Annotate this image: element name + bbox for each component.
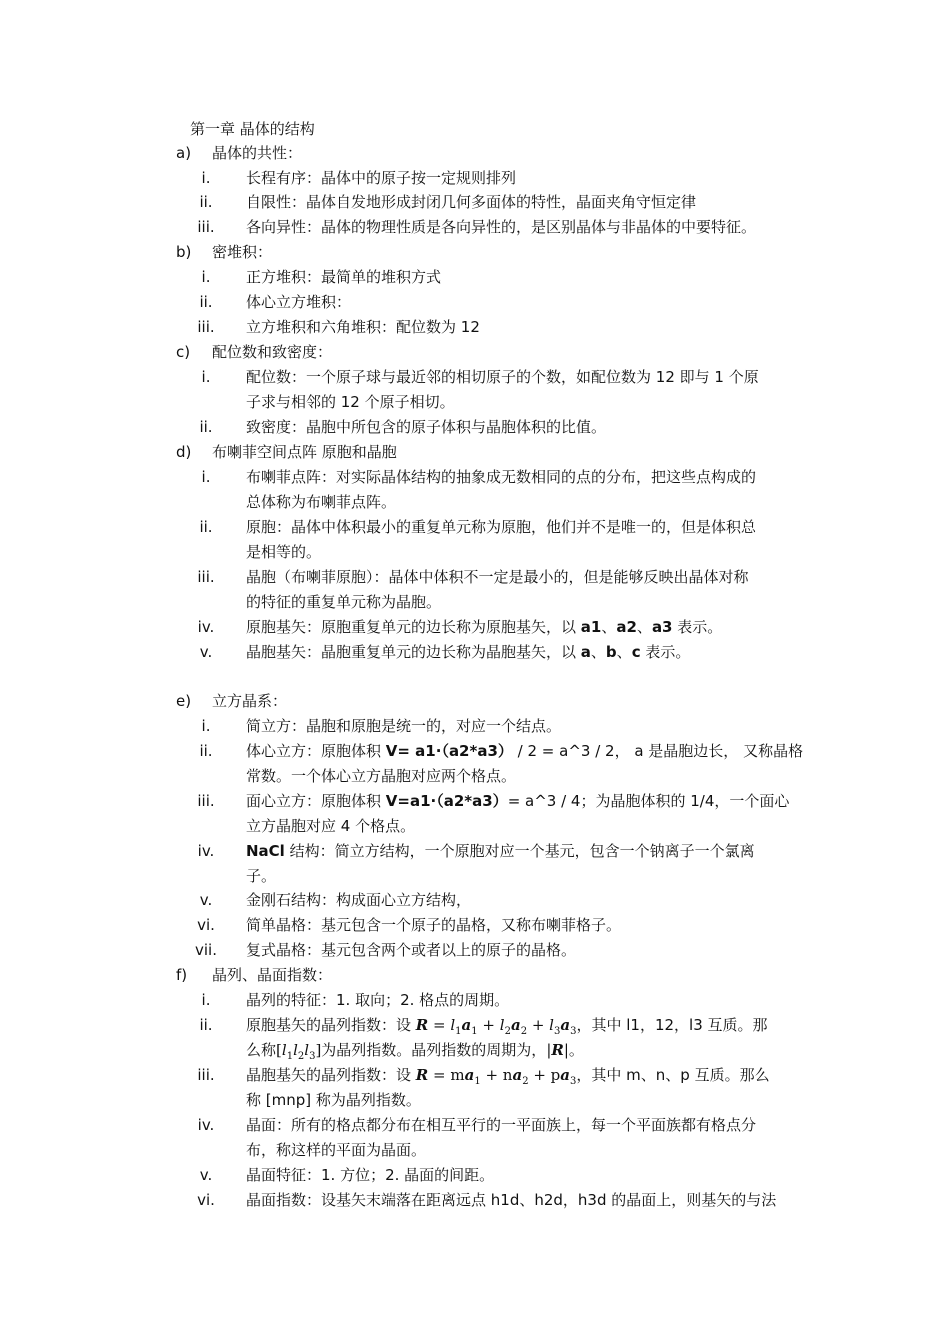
section-heading: 立方晶系： [212, 692, 288, 710]
section-heading: 布喇菲空间点阵 原胞和晶胞 [212, 443, 397, 461]
section-heading: 密堆积： [212, 243, 273, 261]
chapter-title: 第一章 晶体的结构 [190, 120, 315, 138]
section-heading: 晶列、晶面指数： [212, 966, 333, 984]
section-heading: 配位数和致密度： [212, 343, 333, 361]
lattice-vector-formula: $R = l_1a_1 + l_2a_2 + l_3a_3$ [415, 1016, 577, 1037]
section-label: a) [176, 144, 192, 162]
document-page: 第一章 晶体的结构 a) 晶体的共性： i. 长程有序：晶体中的原子按一定规则排列 ii. 自限性：晶体自发地形成封闭几何多面体的特性，晶面夹角守恒定律 iii. 各向异性：晶体的物理性质是各向异性的，是区别晶体与非晶体的中要特征。 b) 密堆积： i. 正方堆积：最简单的堆积方式 ii. 体心立方堆积： iii. 立方堆积和六角堆积：配位数为 12 c) 配位数和致密度： i. 配位数：一个原子球与最近邻的相切原子的个数，如配位数为 12 即与 1 个原 子求与相邻的 12 个原子相切。 ii. 致密度：晶胞中所包含的原子体积与晶胞体积的比值。 d) 布喇菲空间点阵 原胞和晶胞 i. 布喇菲点阵：对实际晶体结构的抽象成无数相同的点的分布，把这些点构成的 总体称为布喇菲点阵。 ii. 原胞：晶体中体积最小的重复单元称为原胞，他们并不是唯一的，但是体积总 是相等的。 iii. 晶胞（布喇菲原胞）：晶体中体积不一定是最小的，但是能够反映出晶体对称 的特征的重复单元称为晶胞。 iv. 原胞基矢：原胞重复单元的边长称为原胞基矢，以 a1、a2、a3 表示。 v. 晶胞基矢：晶胞重复单元的边长称为晶胞基矢，以 a、b、c 表示。 e) 立方晶系： i. 简立方：晶胞和原胞是统一的，对应一个结点。 ii. 体心立方：原胞体积 V= a1·（a2*a3） / 2 = a^3 / 2， a 是晶胞边长， 又称晶格 常数。一个体心立方晶胞对应两个格点。 iii. 面心立方：原胞体积 V=a1·（a2*a3）= a^3 / 4；为晶胞体积的 1/4，一个面心 立方晶胞对应 4 个格点。 iv. NaCl 结构：简立方结构，一个原胞对应一个基元，包含一个钠离子一个氯离 子。 v. 金刚石结构：构成面心立方结构， vi. 简单晶格：基元包含一个原子的晶格，又称布喇菲格子。 vii. 复式晶格：基元包含两个或者以上的原子的晶格。 f) 晶列、晶面指数： i. 晶列的特征：1. 取向；2. 格点的周期。 ii. 原胞基矢的晶列指数：设 $R = l_1a_1 + l_2a_2 + l_3a_3$，其中 l1，12，l3 互质。那 么称$[l_1l_2l_3]$为晶列指数。晶列指数的周期为，|R|。 iii. 晶胞基矢的晶列指数：设 $R = ma_1 + na_2 + pa_3$，其中 m、n、p 互质。那么 称 [mnp] 称为晶列指数。 iv. 晶面：所有的格点都分布在相互平行的一平面族上，每一个平面族都有格点分 布，称这样的平面为晶面。 v. 晶面特征：1. 方位；2. 晶面的间距。 vi. 晶面指数：设基矢末端落在距离远点 h1d、h2d，h3d 的晶面上，则基矢的与法 [176, 120, 804, 1209]
cell-vector-formula: $R = ma_1 + na_2 + pa_3$ [415, 1066, 577, 1087]
section-heading: 晶体的共性： [212, 144, 303, 162]
